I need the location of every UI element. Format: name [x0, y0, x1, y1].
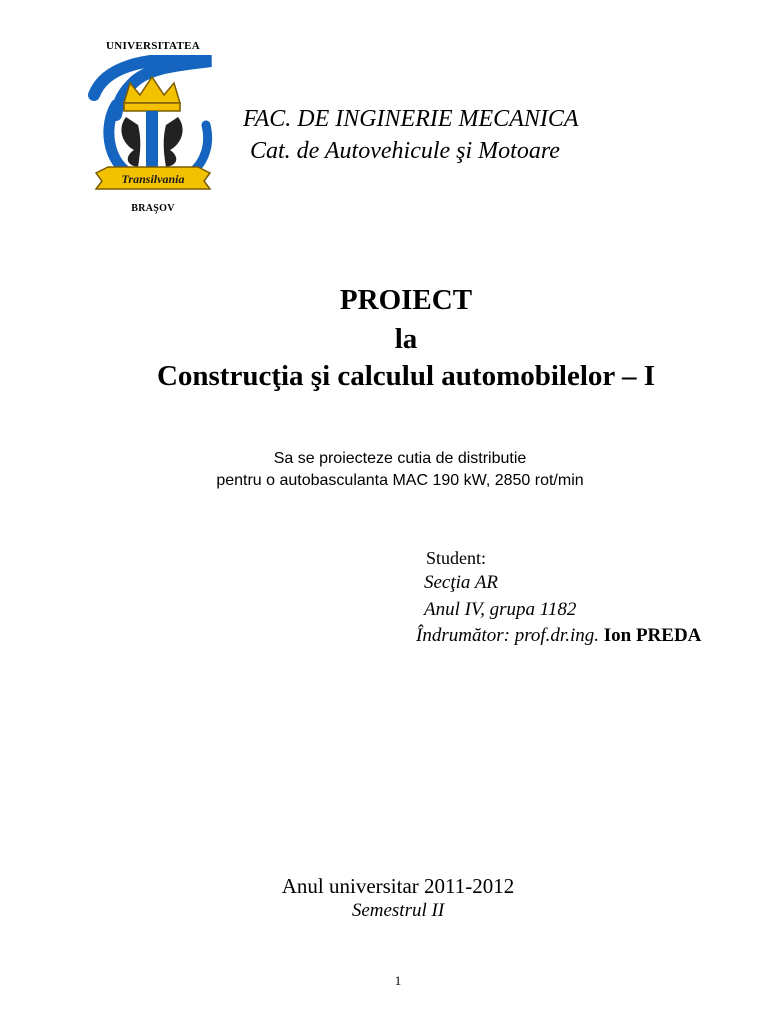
task-line-1: Sa se proiecteze cutia de distributie [273, 450, 527, 467]
student-label: Student: [426, 548, 487, 568]
title-course: Construcţia şi calculul automobilelor – I [156, 360, 656, 392]
university-logo [86, 55, 221, 205]
ornament-left-icon [121, 117, 140, 167]
department-name: Cat. de Autovehicule şi Motoare [250, 138, 560, 164]
supervisor-name: Ion PREDA [603, 625, 702, 646]
academic-year: Anul universitar 2011-2012 [281, 874, 515, 898]
page-number: 1 [394, 973, 402, 988]
ornament-right-icon [164, 117, 183, 167]
logo-arc-right [191, 125, 208, 173]
title-project: PROIECT [339, 284, 473, 316]
logo-city-text: BRAŞOV [131, 203, 175, 214]
title-la: la [394, 323, 418, 355]
logo-stem [146, 111, 158, 173]
semester: Semestrul II [351, 900, 445, 921]
student-section: Secţia AR [424, 572, 499, 593]
supervisor-line [416, 625, 701, 647]
student-year-group: Anul IV, grupa 1182 [424, 599, 577, 620]
logo-university-text: UNIVERSITATEA [106, 40, 200, 52]
crown-band [124, 103, 180, 111]
task-line-2: pentru o autobasculanta MAC 190 kW, 2850 rot/min [216, 472, 584, 489]
faculty-name: FAC. DE INGINERIE MECANICA [243, 106, 579, 132]
logo-banner-text: Transilvania [121, 172, 185, 186]
supervisor-label: Îndrumător: prof.dr.ing. [416, 625, 599, 646]
